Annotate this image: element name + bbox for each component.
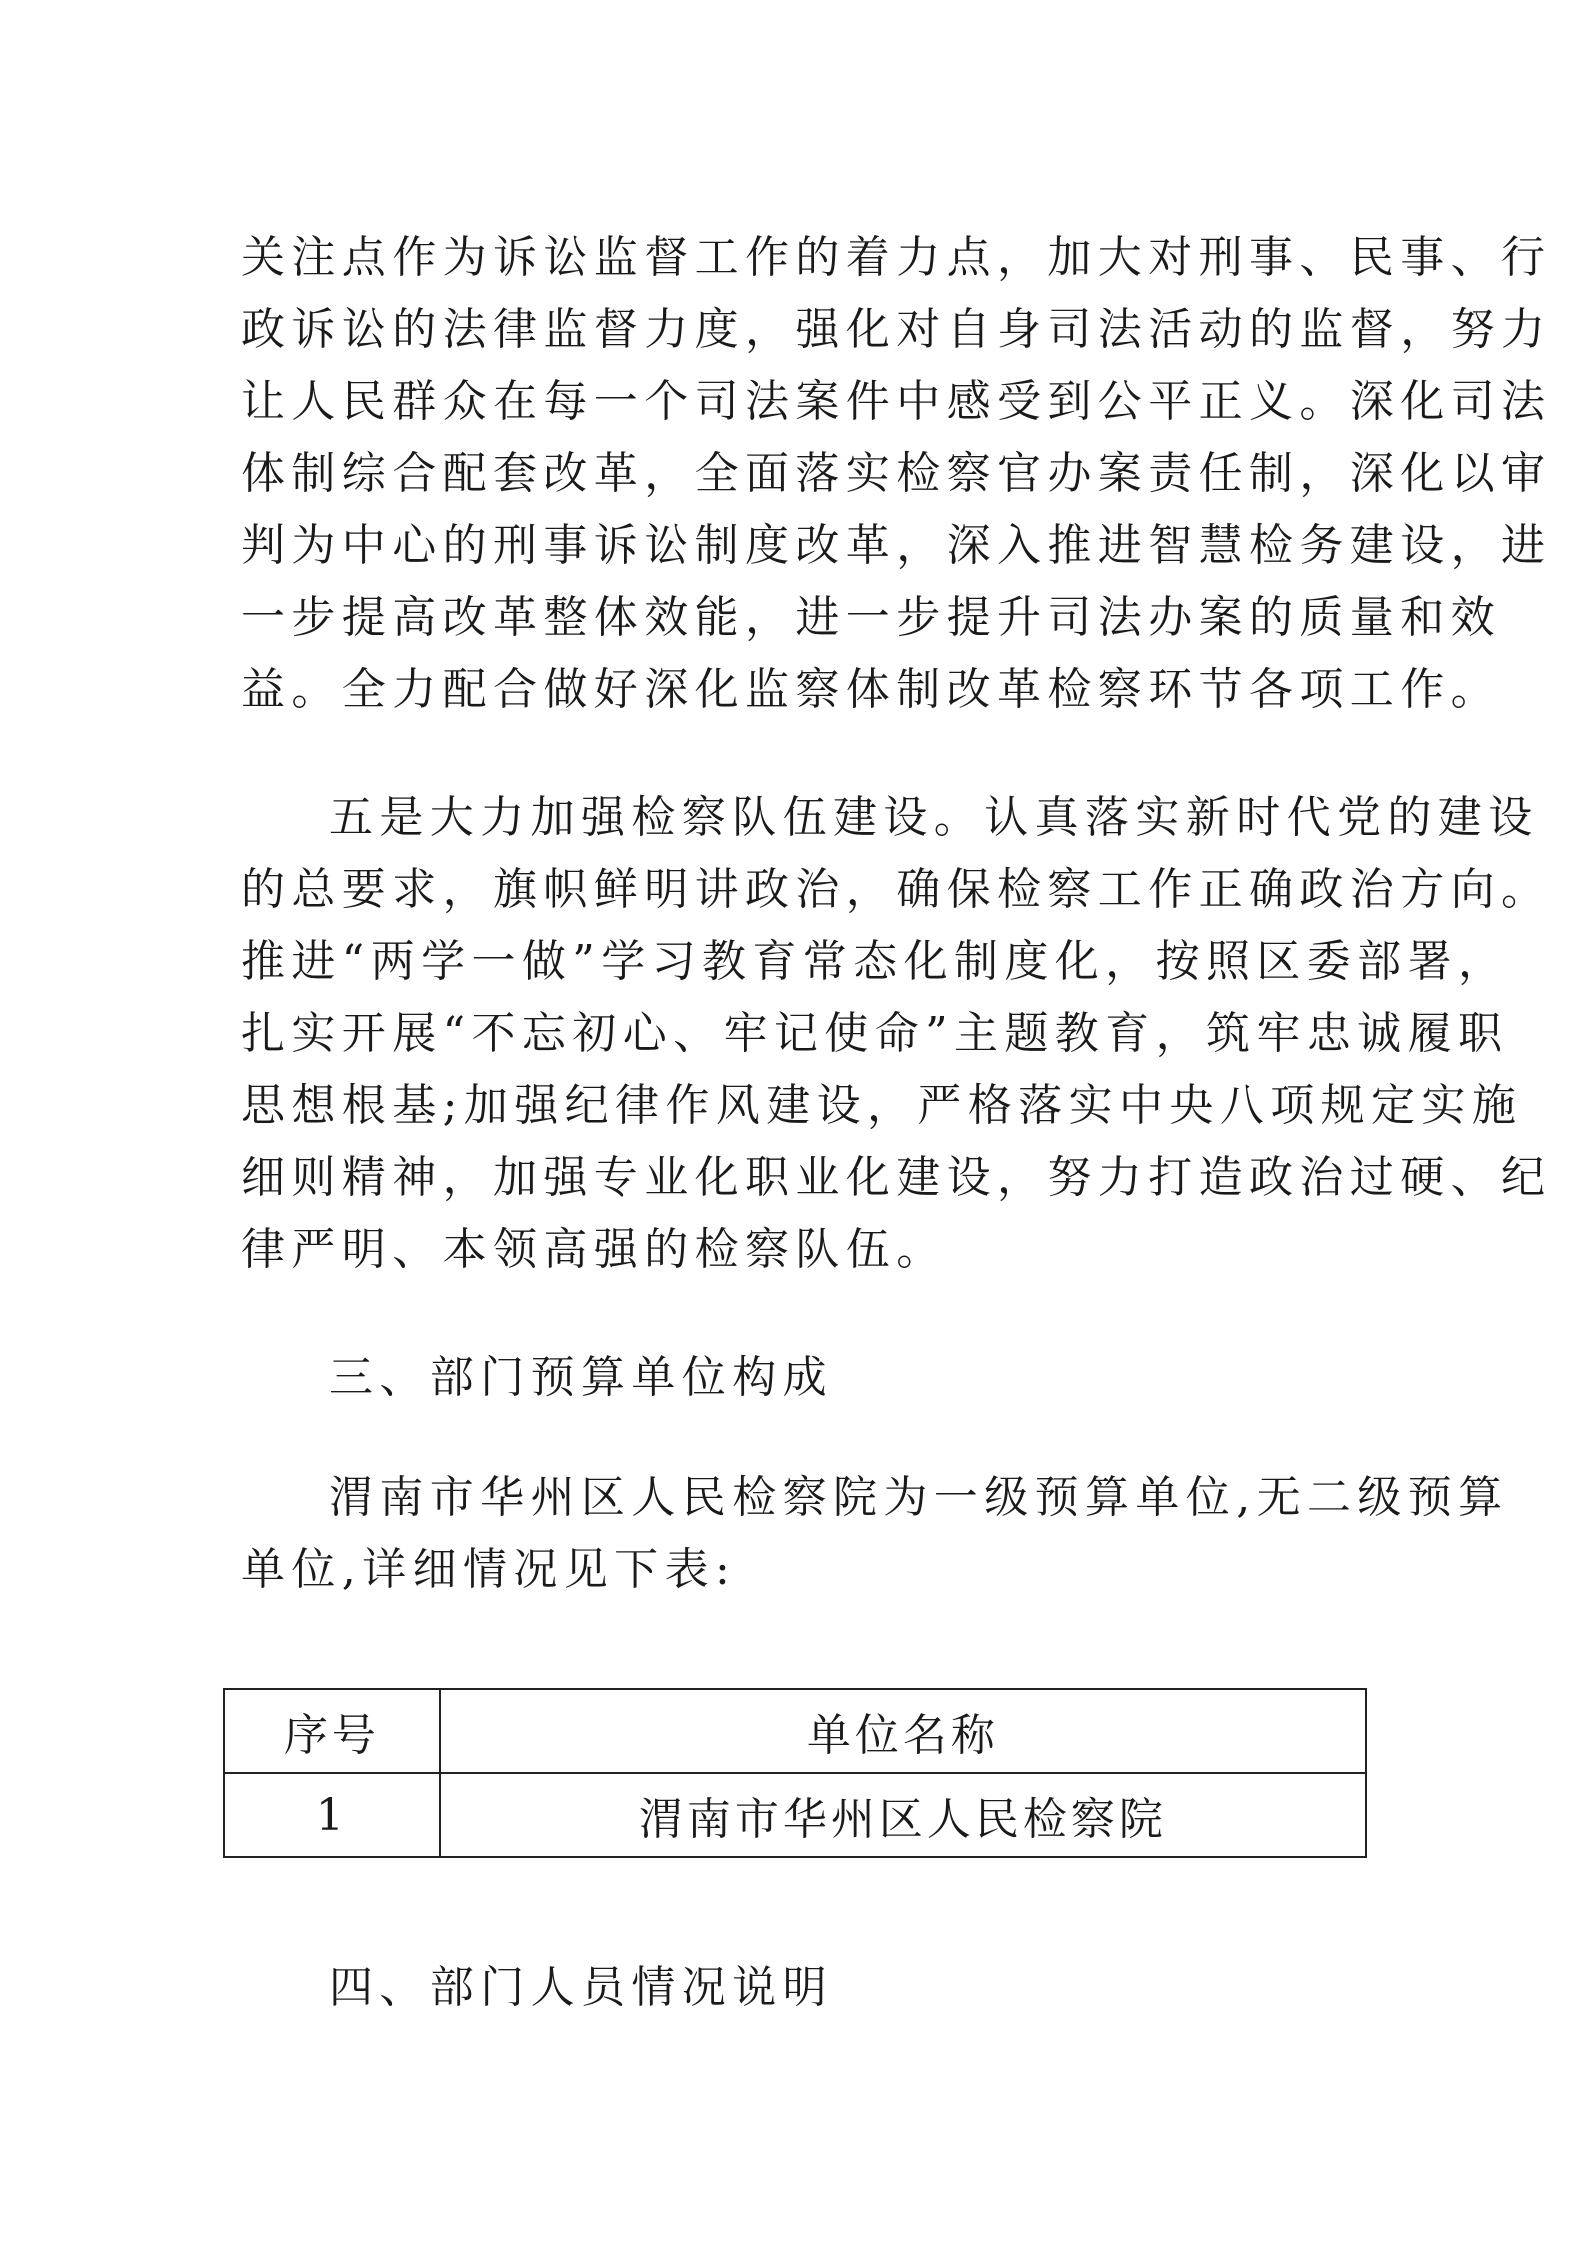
text-line: 单位,详细情况见下表: [241,1544,737,1595]
paragraph-team-building [241,782,1552,1286]
table-cell: 1 [224,1773,440,1857]
text-line: 律严明、本领高强的检察队伍。 [241,1224,947,1275]
text-line: 一步提高改革整体效能，进一步提升司法办案的质量和效 [241,592,1501,643]
text-line: 让人民群众在每一个司法案件中感受到公平正义。深化司法 [241,376,1552,427]
text-line: 政诉讼的法律监督力度，强化对自身司法活动的监督，努力 [241,304,1552,355]
table-cell: 渭南市华州区人民检察院 [440,1773,1366,1857]
text-line: 益。全力配合做好深化监察体制改革检察环节各项工作。 [241,664,1501,715]
text-line: 扎实开展“不忘初心、牢记使命”主题教育，筑牢忠诚履职 [241,1008,1509,1059]
text-line: 判为中心的刑事诉讼制度改革，深入推进智慧检务建设，进 [241,520,1552,571]
text-line: 推进“两学一做”学习教育常态化制度化，按照区委部署， [241,936,1509,987]
text-line: 体制综合配套改革，全面落实检察官办案责任制，深化以审 [241,448,1552,499]
table-header-cell: 单位名称 [440,1689,1366,1773]
text-line: 关注点作为诉讼监督工作的着力点，加大对刑事、民事、行 [241,232,1552,283]
table-header-row [224,1689,1366,1773]
text-line: 的总要求，旗帜鲜明讲政治，确保检察工作正确政治方向。 [241,864,1552,915]
text-line: 细则精神，加强专业化职业化建设，努力打造政治过硬、纪 [241,1152,1552,1203]
section-heading-budget-units: 三、部门预算单位构成 [329,1352,833,1403]
text-line: 思想根基;加强纪律作风建设，严格落实中央八项规定实施 [241,1080,1523,1131]
paragraph-litigation-supervision [241,222,1552,726]
table-header-cell: 序号 [224,1689,440,1773]
text-line: 渭南市华州区人民检察院为一级预算单位,无二级预算 [329,1472,1509,1523]
paragraph-budget-units [241,1462,1509,1606]
section-heading-staffing: 四、部门人员情况说明 [329,1962,833,2013]
text-line: 五是大力加强检察队伍建设。认真落实新时代党的建设 [329,792,1539,843]
budget-units-table [223,1688,1367,1858]
table-row [224,1773,1366,1857]
